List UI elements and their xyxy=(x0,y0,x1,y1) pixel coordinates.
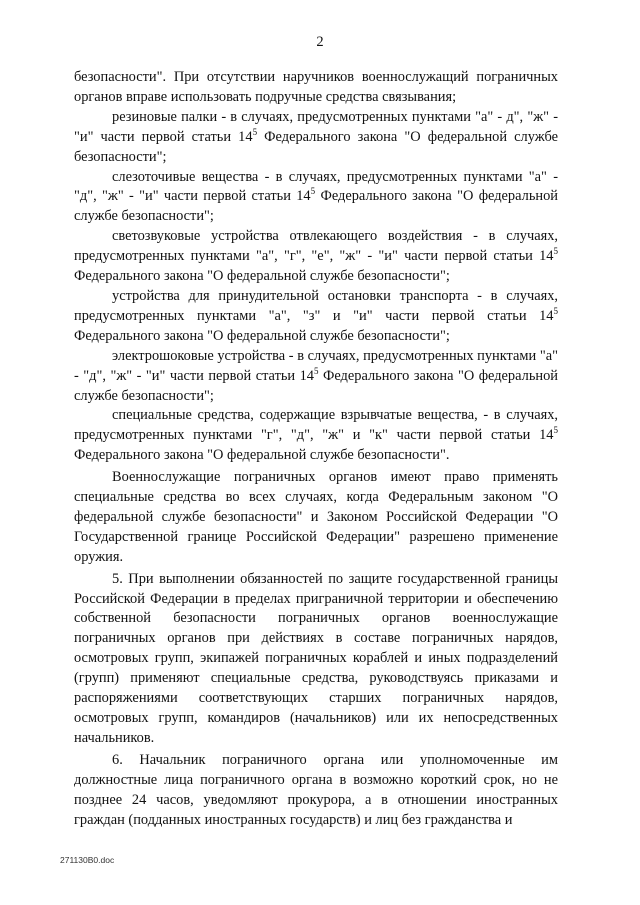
paragraph-10: 6. Начальник пограничного органа или уполномоченные им должностные лица пограничного органа в возможно короткий срок, но не позднее 24 часов, уведомляют прокурора, а в отношении иностранных граждан (подданных иностранных государств) и лиц без гражданства и xyxy=(74,751,558,828)
paragraph-3: слезоточивые вещества - в случаях, предусмотренных пунктами "а" - "д", "ж" - "и" части первой статьи $14^5$ Федерального закона "О федеральной службе безопасности"; xyxy=(74,168,558,225)
paragraph-4: светозвуковые устройства отвлекающего воздействия - в случаях, предусмотренных пунктами "а", "г", "е", "ж" - "и" части первой статьи $14^5$ Федерального закона "О федеральной службе безопасности"; xyxy=(74,228,558,285)
paragraph-8: Военнослужащие пограничных органов имеют право применять специальные средства во всех случаях, когда Федеральным законом "О федеральной службе безопасности" и Законом Российской Федерации "О Государственной границе Российской Федерации" разрешено применение оружия. xyxy=(74,469,558,565)
paragraph-7: специальные средства, содержащие взрывчатые вещества, - в случаях, предусмотренных пунктами "г", "д", "ж" и "к" части первой статьи $14^5$ Федерального закона "О федеральной службе безопасности". xyxy=(74,407,558,464)
page-number: 2 xyxy=(316,34,324,50)
paragraph-2: резиновые палки - в случаях, предусмотренных пунктами "а" - д", "ж" - "и" части первой статьи $14^5$ Федерального закона "О федеральной службе безопасности"; xyxy=(74,108,558,165)
document-body xyxy=(74,68,558,830)
paragraph-1: безопасности". При отсутствии наручников военнослужащий пограничных органов вправе использовать подручные средства связывания; xyxy=(74,69,558,105)
file-name-footer: 271130В0.doc xyxy=(60,855,115,865)
paragraph-9: 5. При выполнении обязанностей по защите государственной границы Российской Федерации в пределах приграничной территории и обеспечению собственной безопасности пограничных органов военнослужащие пограничных органов при действиях в составе пограничных нарядов, осмотровых групп, экипажей пограничных кораблей и иных подразделений (групп) применяют специальные средства, руководствуясь приказами и распоряжениями соответствующих старших пограничных нарядов, осмотровых групп, командиров (начальников) или их непосредственных начальников. xyxy=(74,570,558,746)
paragraph-6: электрошоковые устройства - в случаях, предусмотренных пунктами "а" - "д", "ж" - "и" части первой статьи $14^5$ Федерального закона "О федеральной службе безопасности"; xyxy=(74,347,558,404)
paragraph-5: устройства для принудительной остановки транспорта - в случаях, предусмотренных пунктами "а", "з" и "и" части первой статьи $14^5$ Федерального закона "О федеральной службе безопасности"; xyxy=(74,287,558,344)
